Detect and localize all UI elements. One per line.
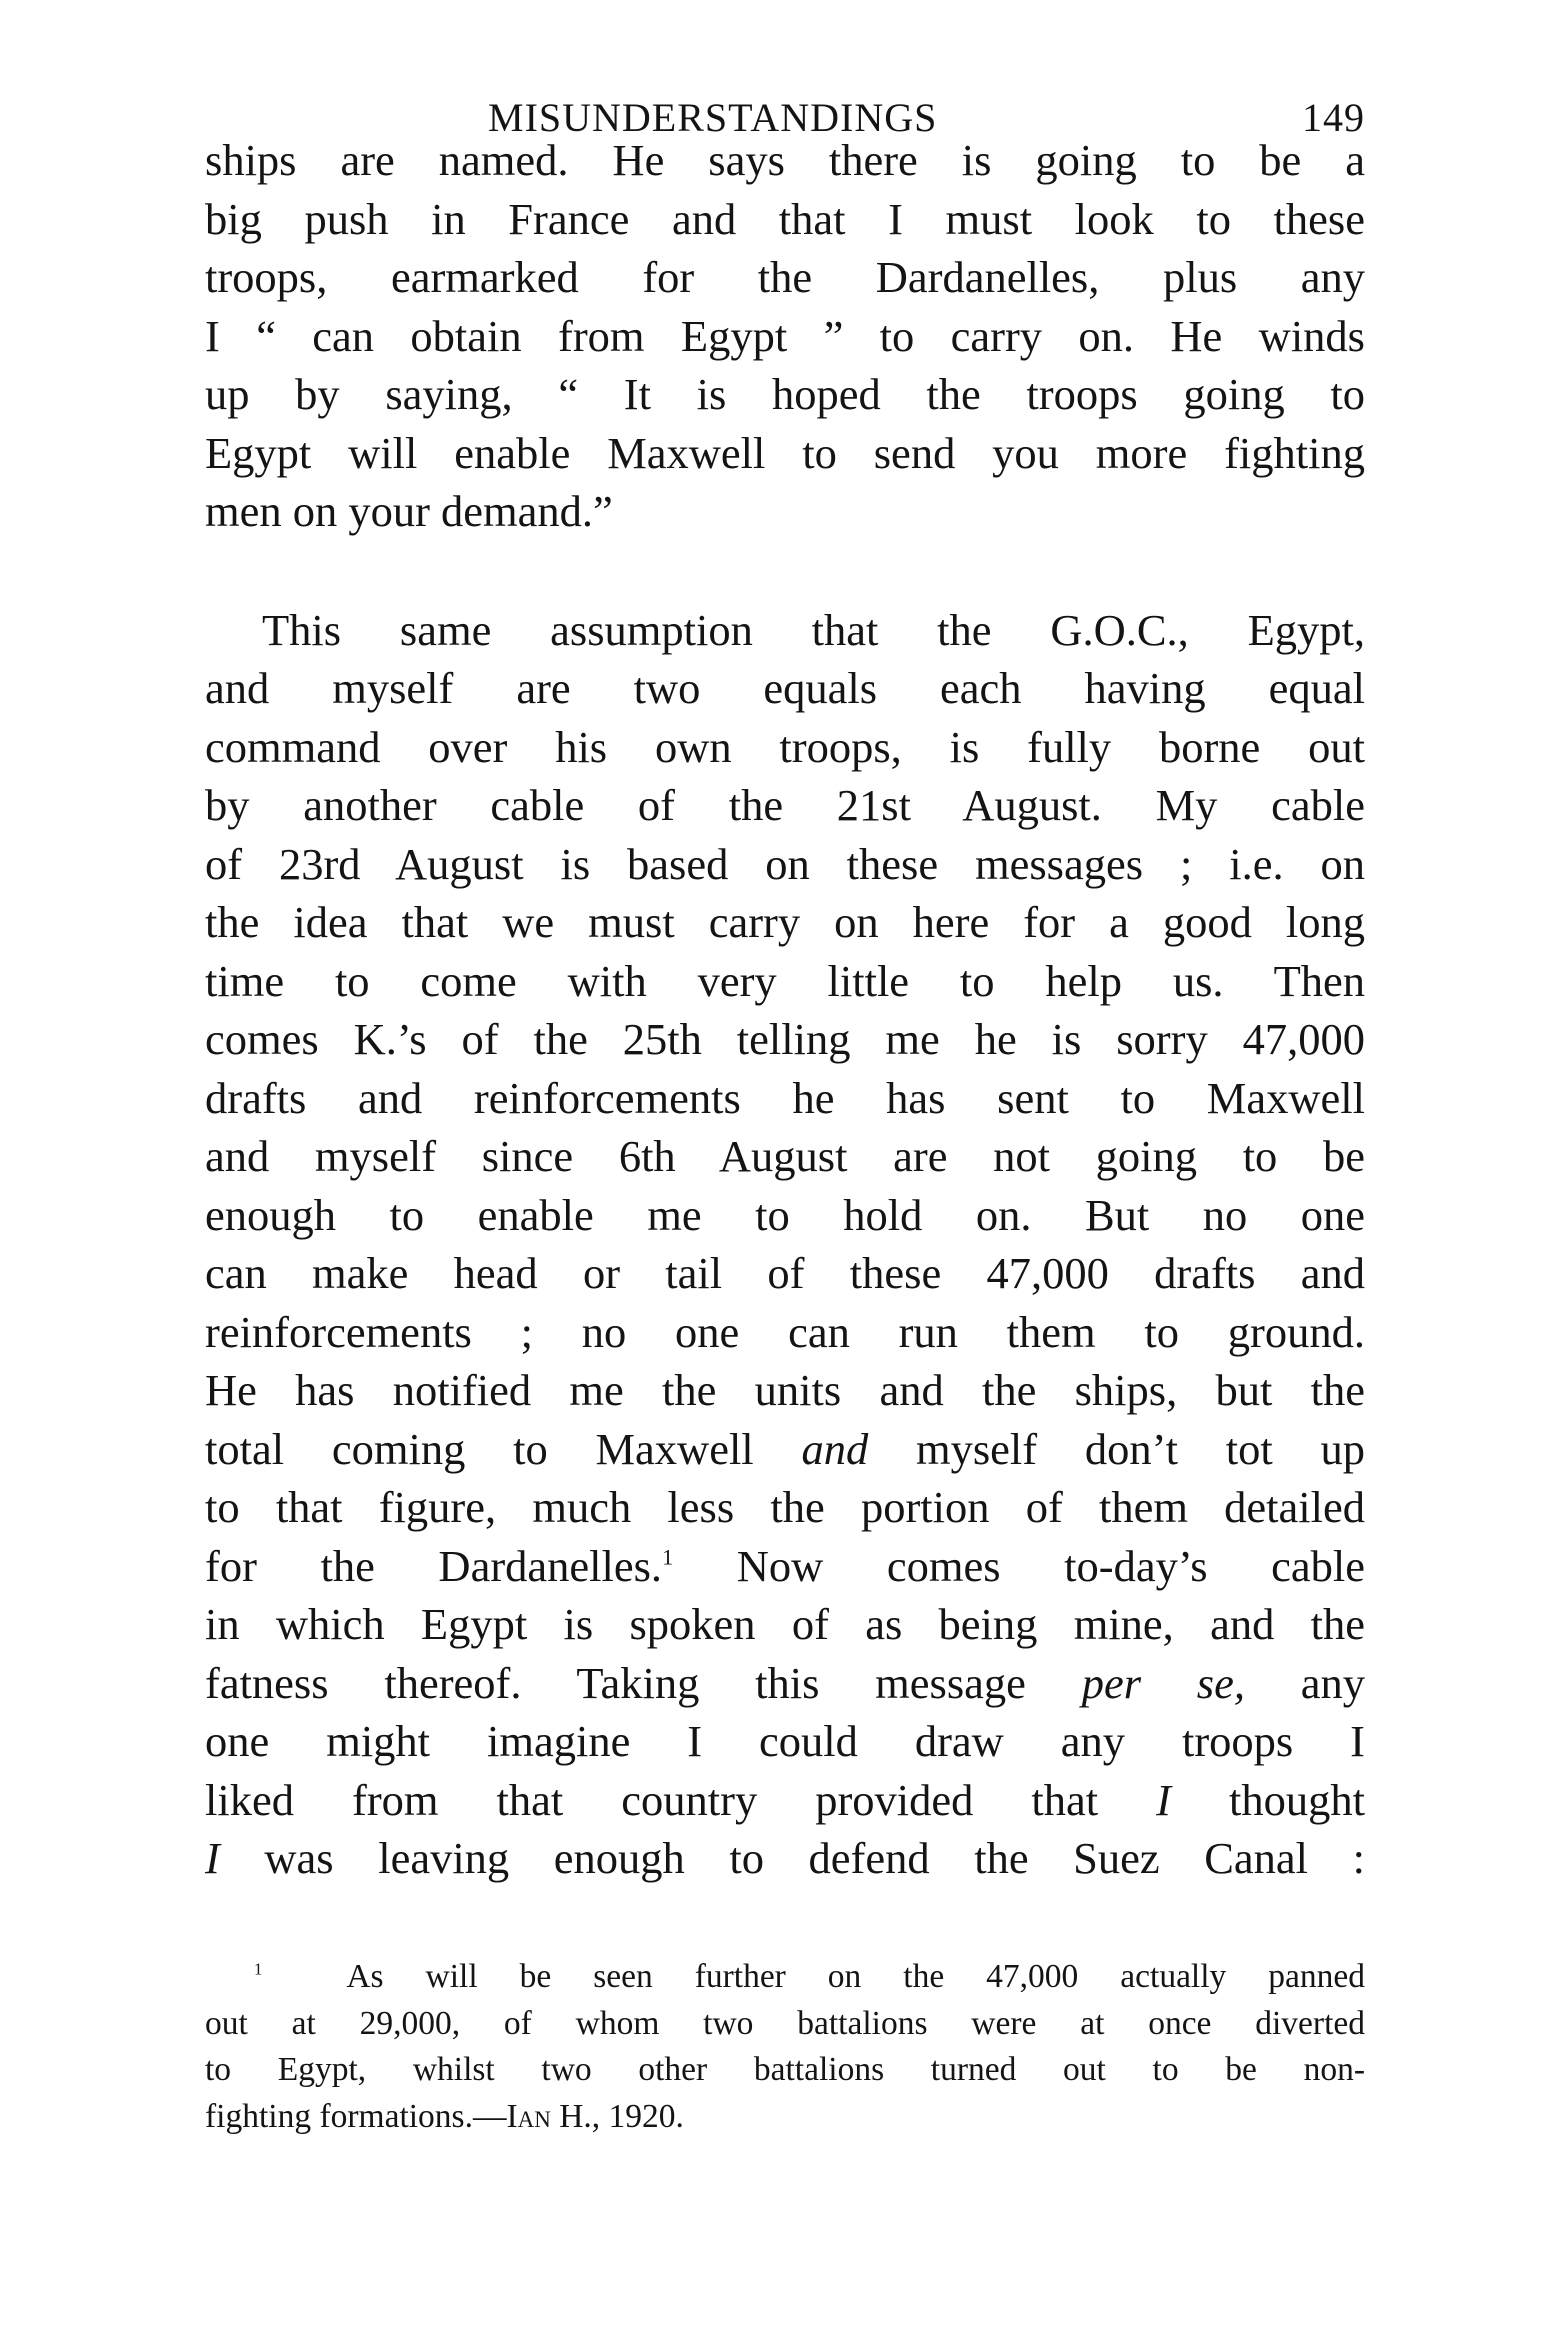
text-line: and myself since 6th August are not going to be bbox=[205, 1131, 1365, 1181]
text-run: thought bbox=[1171, 1775, 1365, 1825]
text-line: reinforcements ; no one can run them to ground. bbox=[205, 1307, 1365, 1357]
text-line: time to come with very little to help us. Then bbox=[205, 956, 1365, 1006]
text-line: big push in France and that I must look to these bbox=[205, 194, 1365, 244]
text-run: was leaving enough to defend the Suez Canal : bbox=[219, 1833, 1365, 1883]
author-name: Ian bbox=[506, 2098, 551, 2135]
text-line: drafts and reinforcements he has sent to Maxwell bbox=[205, 1073, 1365, 1123]
text-line: men on your demand.” bbox=[205, 486, 613, 536]
text-run: for the Dardanelles. bbox=[205, 1541, 663, 1591]
text-line: one might imagine I could draw any troops I bbox=[205, 1716, 1365, 1766]
footnote-marker: 1 bbox=[254, 1959, 263, 1979]
text-line: This same assumption that the G.O.C., Egypt, bbox=[262, 605, 1365, 655]
text-line: up by saying, “ It is hoped the troops going to bbox=[205, 369, 1365, 419]
text-line bbox=[205, 1828, 1365, 1888]
text-line bbox=[205, 1770, 1365, 1830]
text-run: fatness thereof. Taking this message bbox=[205, 1658, 1082, 1708]
footnote-line: out at 29,000, of whom two battalions were at once diverted bbox=[205, 2005, 1365, 2042]
text-line: comes K.’s of the 25th telling me he is sorry 47,000 bbox=[205, 1014, 1365, 1064]
footnote-reference: 1 bbox=[662, 1544, 674, 1570]
text-run: Now comes to-day’s cable bbox=[673, 1541, 1365, 1591]
text-line: Egypt will enable Maxwell to send you more fighting bbox=[205, 428, 1365, 478]
text-line: enough to enable me to hold on. But no one bbox=[205, 1190, 1365, 1240]
text-line: troops, earmarked for the Dardanelles, plus any bbox=[205, 252, 1365, 302]
text-line: the idea that we must carry on here for a good long bbox=[205, 897, 1365, 947]
text-line: I “ can obtain from Egypt ” to carry on. He winds bbox=[205, 311, 1365, 361]
text-line bbox=[205, 1419, 1365, 1479]
text-run: fighting formations.— bbox=[205, 2098, 507, 2135]
footnote-line: to Egypt, whilst two other battalions turned out to be non- bbox=[205, 2051, 1365, 2088]
footnote-line bbox=[254, 1954, 1365, 2000]
text-run: As will be seen further on the 47,000 actually panned bbox=[346, 1958, 1366, 1995]
running-title: MISUNDERSTANDINGS bbox=[488, 95, 938, 140]
text-line bbox=[205, 1653, 1365, 1713]
footnote-line bbox=[205, 2094, 1365, 2140]
italic-text: I bbox=[1156, 1775, 1171, 1825]
italic-text: I bbox=[205, 1833, 220, 1883]
text-line: in which Egypt is spoken of as being mine, and the bbox=[205, 1599, 1365, 1649]
text-line: He has notified me the units and the ships, but the bbox=[205, 1365, 1365, 1415]
text-run: total coming to Maxwell bbox=[205, 1424, 802, 1474]
page-number: 149 bbox=[1302, 95, 1365, 140]
text-run: H., 1920. bbox=[550, 2098, 684, 2135]
italic-text: per se, bbox=[1081, 1658, 1245, 1708]
text-line: and myself are two equals each having equal bbox=[205, 663, 1365, 713]
text-line: ships are named. He says there is going to be a bbox=[205, 135, 1365, 185]
text-line: can make head or tail of these 47,000 drafts and bbox=[205, 1248, 1365, 1298]
text-line bbox=[205, 1536, 1365, 1596]
text-run: liked from that country provided that bbox=[205, 1775, 1157, 1825]
text-run: myself don’t tot up bbox=[868, 1424, 1365, 1474]
text-line: by another cable of the 21st August. My cable bbox=[205, 780, 1365, 830]
italic-text: and bbox=[801, 1424, 869, 1474]
text-run: any bbox=[1244, 1658, 1365, 1708]
text-line: to that figure, much less the portion of them detailed bbox=[205, 1482, 1365, 1532]
text-line: of 23rd August is based on these messages ; i.e. on bbox=[205, 839, 1365, 889]
text-line: command over his own troops, is fully borne out bbox=[205, 722, 1365, 772]
